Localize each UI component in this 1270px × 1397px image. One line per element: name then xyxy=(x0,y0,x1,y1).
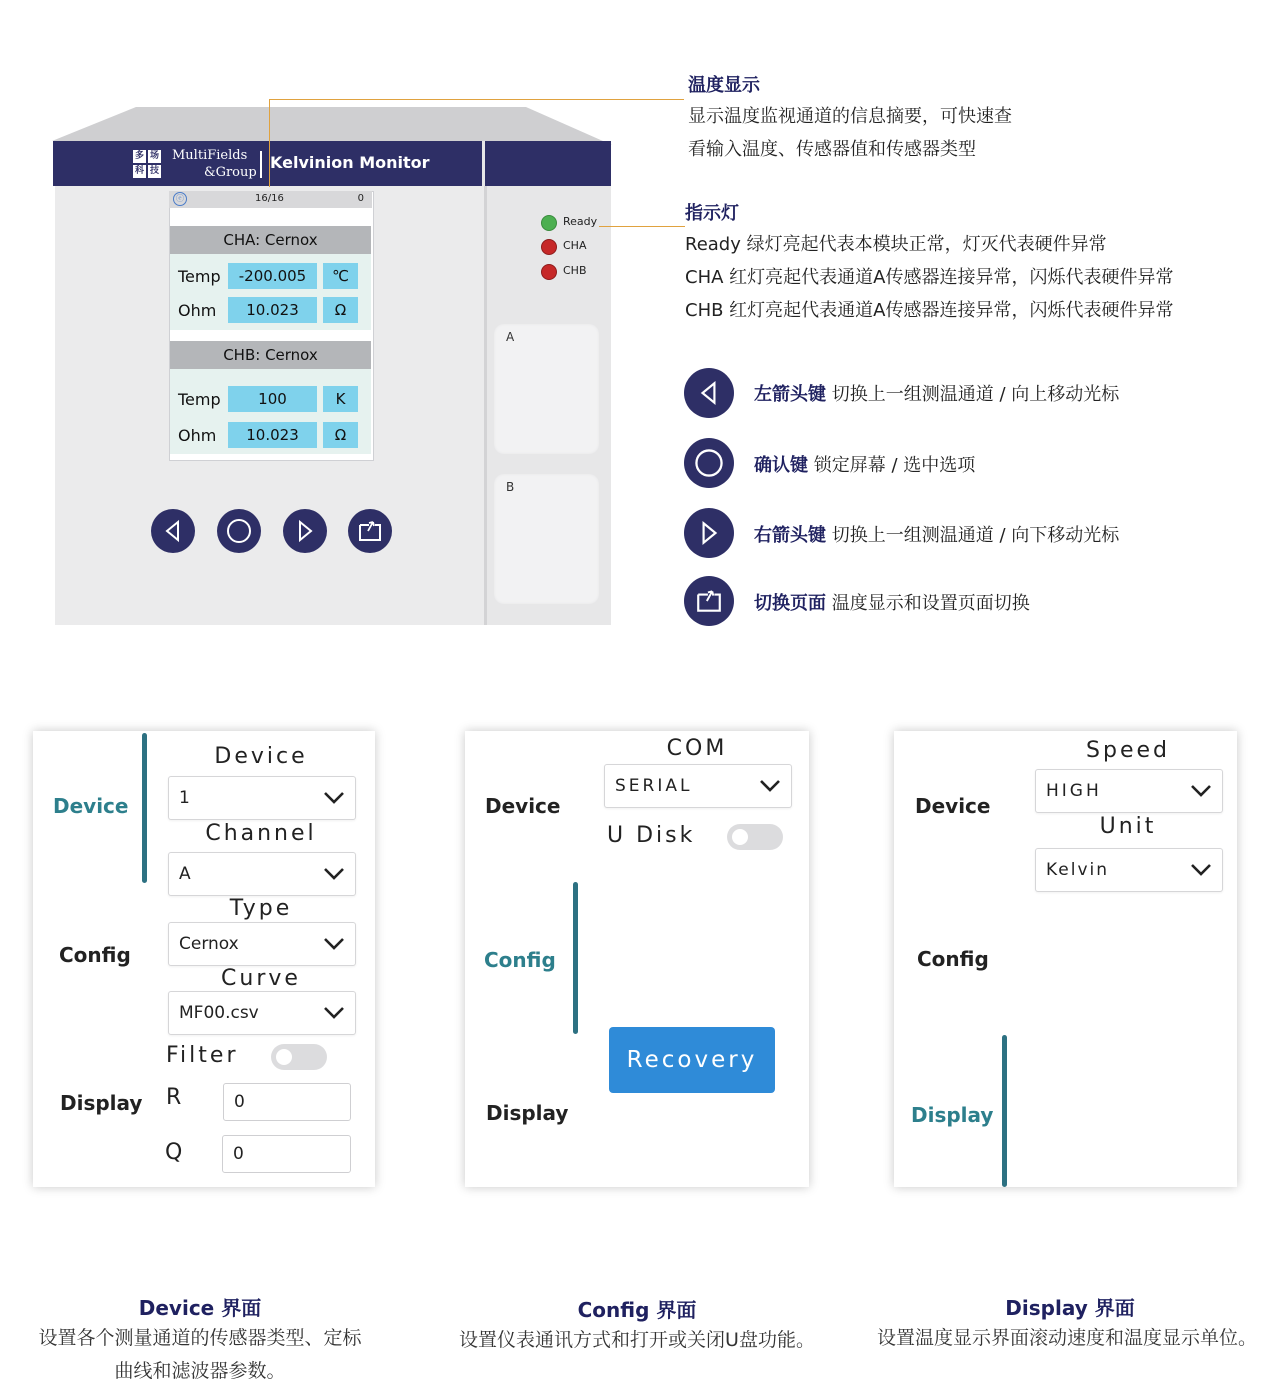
circle-icon xyxy=(693,447,725,479)
ohm-label: Ohm xyxy=(178,301,217,320)
card-slot-a xyxy=(494,324,599,454)
desc-line: 显示温度监视通道的信息摘要，可快速查 xyxy=(688,106,1012,127)
right-arrow-button[interactable] xyxy=(283,509,327,553)
speed-select[interactable] xyxy=(1035,769,1223,813)
input-value: 0 xyxy=(234,1092,245,1112)
page-switch-button[interactable] xyxy=(348,509,392,553)
channel-card-cha xyxy=(170,226,371,330)
logo-char: 多 xyxy=(134,151,144,161)
key-desc xyxy=(754,589,1030,615)
caption-title-config: Config 界面 xyxy=(577,1298,697,1322)
temp-label: Temp xyxy=(178,390,221,409)
ohm-value: 10.023 xyxy=(228,297,317,323)
chevron-down-icon xyxy=(323,1006,345,1020)
page-switch-icon xyxy=(357,519,383,543)
nav-display[interactable]: Display xyxy=(911,1103,994,1127)
temp-row xyxy=(170,386,371,414)
com-select[interactable] xyxy=(604,764,792,808)
card-slot-b xyxy=(494,474,599,604)
nav-active-indicator xyxy=(573,882,578,1034)
brand-logo xyxy=(133,150,163,180)
channel-card-chb xyxy=(170,341,371,454)
device-select[interactable] xyxy=(168,776,356,820)
r-label: R xyxy=(166,1085,182,1110)
slot-label: B xyxy=(506,480,515,494)
select-value: SERIAL xyxy=(615,776,693,796)
chevron-down-icon xyxy=(323,937,345,951)
channel-header: CHA: Cernox xyxy=(170,226,371,254)
com-label: COM xyxy=(666,736,728,761)
key-name: 左箭头键 xyxy=(754,384,826,405)
leader-line xyxy=(599,226,685,227)
key-text: 切换上一组测温通道 / 向下移动光标 xyxy=(826,525,1120,546)
legend-confirm-key xyxy=(684,438,734,488)
select-value: Cernox xyxy=(179,934,239,954)
slot-label: A xyxy=(506,330,515,344)
filter-toggle[interactable] xyxy=(271,1044,327,1070)
led-label: Ready xyxy=(563,215,598,228)
type-field-label: Type xyxy=(229,896,293,921)
led-ready-icon xyxy=(541,215,557,231)
logo-separator xyxy=(260,151,262,178)
temp-unit: K xyxy=(323,386,358,412)
ohm-value: 10.023 xyxy=(228,422,317,448)
caption-line: 设置温度显示界面滚动速度和温度显示单位。 xyxy=(876,1327,1257,1349)
chevron-down-icon xyxy=(1190,784,1212,798)
caption-line: 设置各个测量通道的传感器类型、定标 xyxy=(38,1327,362,1349)
device-top-bevel xyxy=(52,107,612,145)
left-arrow-icon xyxy=(696,380,722,406)
select-value: 1 xyxy=(179,788,190,808)
channel-select[interactable] xyxy=(168,852,356,896)
device-title: Kelvinion Monitor xyxy=(270,153,430,172)
nav-display[interactable]: Display xyxy=(60,1091,143,1115)
status-value: 0 xyxy=(357,193,364,204)
caption-text-display xyxy=(864,1322,1270,1355)
temp-unit: ℃ xyxy=(323,263,358,289)
key-text: 切换上一组测温通道 / 向上移动光标 xyxy=(826,384,1120,405)
desc-line: Ready 绿灯亮起代表本模块正常，灯灭代表硬件异常 xyxy=(685,234,1107,255)
desc-line: CHA 红灯亮起代表通道A传感器连接异常，闪烁代表硬件异常 xyxy=(685,267,1174,288)
chevron-down-icon xyxy=(323,791,345,805)
caption-line: 曲线和滤波器参数。 xyxy=(114,1360,286,1382)
unit-label: Unit xyxy=(1099,814,1157,839)
brand-name-line2: &Group xyxy=(204,165,257,180)
input-value: 0 xyxy=(233,1144,244,1164)
brand-name xyxy=(172,147,257,181)
chevron-down-icon xyxy=(323,867,345,881)
key-name: 切换页面 xyxy=(754,593,826,614)
led-label: CHA xyxy=(563,239,587,252)
key-name: 确认键 xyxy=(754,455,808,476)
desc-line: CHB 红灯亮起代表通道A传感器连接异常，闪烁代表硬件异常 xyxy=(685,300,1174,321)
info-icon: ⓔ xyxy=(173,192,187,206)
leader-line xyxy=(269,99,270,187)
leader-line xyxy=(269,99,684,100)
temp-display-desc xyxy=(688,100,1248,166)
nav-config[interactable]: Config xyxy=(59,943,131,967)
ohm-unit: Ω xyxy=(323,422,358,448)
key-desc xyxy=(754,380,1119,406)
temp-value: 100 xyxy=(228,386,317,412)
key-name: 右箭头键 xyxy=(754,525,826,546)
key-desc xyxy=(754,521,1119,547)
chevron-down-icon xyxy=(759,779,781,793)
temp-value: -200.005 xyxy=(228,263,317,289)
select-value: Kelvin xyxy=(1046,860,1110,880)
confirm-button[interactable] xyxy=(217,509,261,553)
nav-active-indicator xyxy=(142,733,147,883)
ohm-unit: Ω xyxy=(323,297,358,323)
right-arrow-icon xyxy=(696,520,722,546)
select-value: HIGH xyxy=(1046,781,1102,801)
select-value: MF00.csv xyxy=(179,1003,259,1023)
nav-device[interactable]: Device xyxy=(915,794,991,818)
screen-status-bar xyxy=(169,191,372,208)
legend-page-key xyxy=(684,576,734,626)
led-label: CHB xyxy=(563,264,587,277)
caption-text-device xyxy=(0,1322,400,1388)
led-cha-icon xyxy=(541,239,557,255)
nav-active-indicator xyxy=(1002,1035,1007,1187)
chevron-down-icon xyxy=(1190,863,1212,877)
r-input[interactable] xyxy=(223,1083,351,1121)
key-text: 温度显示和设置页面切换 xyxy=(826,593,1030,614)
udisk-toggle[interactable] xyxy=(727,824,783,850)
caption-title-display: Display 界面 xyxy=(1005,1296,1135,1320)
temp-display-title: 温度显示 xyxy=(688,75,760,96)
indicator-desc xyxy=(685,228,1265,327)
q-input[interactable] xyxy=(222,1135,351,1173)
temp-label: Temp xyxy=(178,267,221,286)
logo-char: 科 xyxy=(134,166,144,176)
page-switch-icon xyxy=(695,588,723,614)
temp-row xyxy=(170,263,371,291)
left-arrow-icon xyxy=(161,519,185,543)
select-value: A xyxy=(179,864,191,884)
key-text: 锁定屏幕 / 选中选项 xyxy=(808,455,976,476)
curve-field-label: Curve xyxy=(221,966,301,991)
q-label: Q xyxy=(165,1140,183,1165)
logo-char: 技 xyxy=(149,166,159,176)
nav-display[interactable]: Display xyxy=(486,1101,569,1125)
unit-select[interactable] xyxy=(1035,848,1223,892)
nav-device[interactable]: Device xyxy=(53,794,129,818)
type-select[interactable] xyxy=(168,922,356,966)
udisk-label: U Disk xyxy=(607,823,696,848)
indicator-title: 指示灯 xyxy=(685,203,739,224)
circle-icon xyxy=(225,517,253,545)
logo-char: 场 xyxy=(149,151,159,161)
nav-device[interactable]: Device xyxy=(485,794,561,818)
ohm-row xyxy=(170,422,371,450)
legend-right-key xyxy=(684,508,734,558)
legend-left-key xyxy=(684,368,734,418)
filter-label: Filter xyxy=(166,1043,239,1068)
left-arrow-button[interactable] xyxy=(151,509,195,553)
desc-line: 看输入温度、传感器值和传感器类型 xyxy=(688,139,976,160)
ohm-label: Ohm xyxy=(178,426,217,445)
channel-field-label: Channel xyxy=(205,821,317,846)
key-desc xyxy=(754,451,975,477)
header-divider xyxy=(482,141,485,186)
caption-title-device: Device 界面 xyxy=(138,1296,262,1320)
nav-config[interactable]: Config xyxy=(917,947,989,971)
brand-name-line1: MultiFields xyxy=(172,148,248,163)
curve-select[interactable] xyxy=(168,991,356,1035)
nav-config[interactable]: Config xyxy=(484,948,556,972)
page-counter: 16/16 xyxy=(255,193,284,204)
device-field-label: Device xyxy=(214,744,308,769)
recovery-button[interactable]: Recovery xyxy=(609,1027,775,1093)
speed-label: Speed xyxy=(1086,738,1170,763)
ohm-row xyxy=(170,297,371,325)
caption-line: 设置仪表通讯方式和打开或关闭U盘功能。 xyxy=(459,1329,815,1351)
channel-header: CHB: Cernox xyxy=(170,341,371,369)
led-chb-icon xyxy=(541,264,557,280)
right-arrow-icon xyxy=(293,519,317,543)
caption-text-config xyxy=(427,1324,847,1357)
